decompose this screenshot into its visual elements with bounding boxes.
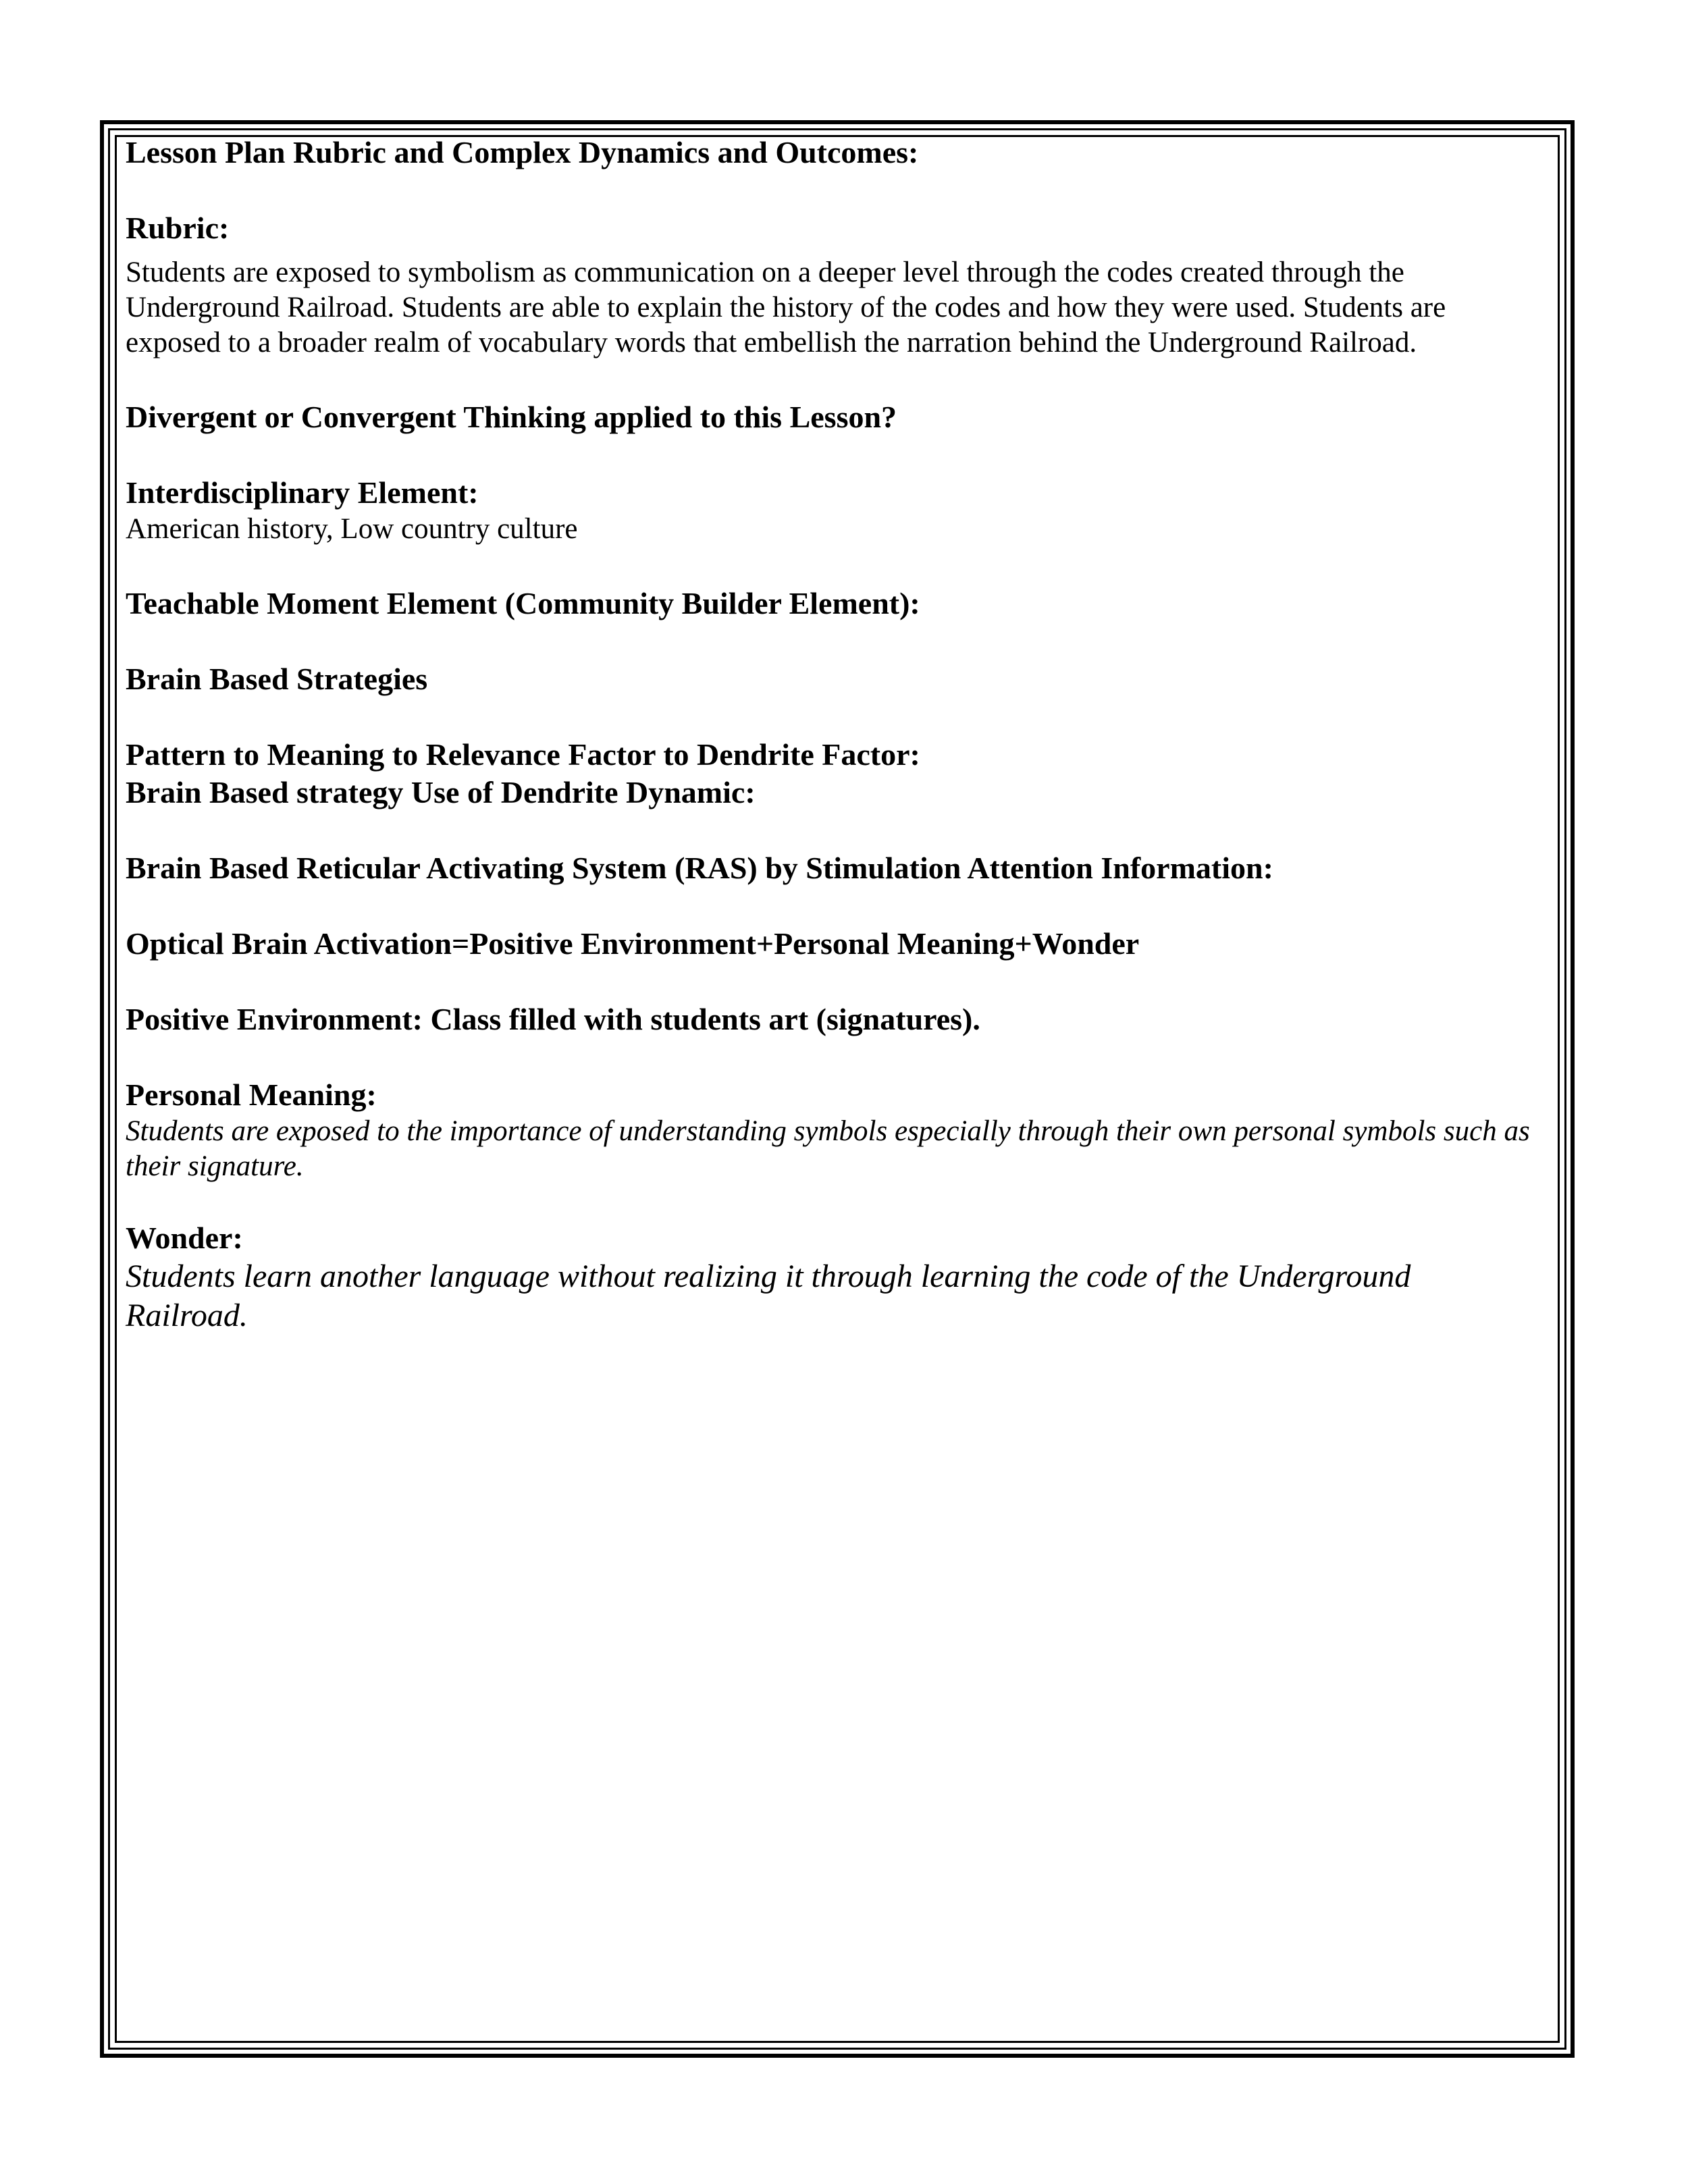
rubric-heading: Rubric: (126, 211, 230, 245)
pattern-heading: Pattern to Meaning to Relevance Factor to Dendrite Factor: (126, 737, 920, 772)
interdisciplinary-heading: Interdisciplinary Element: (126, 475, 479, 510)
positive-environment-heading: Positive Environment: Class filled with students art (signatures). (126, 1002, 980, 1036)
rubric-text: Students are exposed to symbolism as communication on a deeper level through the codes created through the Underground Railroad. Students are able to explain the history of the codes and how they were used. Students are exposed to a broader realm of vocabulary words that embellish the narration behind the Underground Railroad. (126, 257, 1446, 358)
wonder-heading: Wonder: (126, 1221, 243, 1255)
wonder-text: Students learn another language without realizing it through learning the code of the Underground Railroad. (126, 1258, 1411, 1333)
optical-heading: Optical Brain Activation=Positive Environment+Personal Meaning+Wonder (126, 926, 1140, 961)
divergent-heading: Divergent or Convergent Thinking applied to this Lesson? (126, 400, 897, 434)
document-content (126, 134, 1537, 1335)
document-title: Lesson Plan Rubric and Complex Dynamics and Outcomes: (126, 135, 919, 169)
teachable-heading: Teachable Moment Element (Community Builder Element): (126, 586, 920, 620)
personal-meaning-heading: Personal Meaning: (126, 1077, 377, 1112)
dendrite-heading: Brain Based strategy Use of Dendrite Dynamic: (126, 775, 756, 809)
interdisciplinary-text: American history, Low country culture (126, 513, 578, 545)
brain-strategies-heading: Brain Based Strategies (126, 662, 428, 696)
ras-heading: Brain Based Reticular Activating System (RAS) by Stimulation Attention Information: (126, 851, 1273, 885)
personal-meaning-text: Students are exposed to the importance of understanding symbols especially through their own personal symbols such as their signature. (126, 1115, 1530, 1182)
